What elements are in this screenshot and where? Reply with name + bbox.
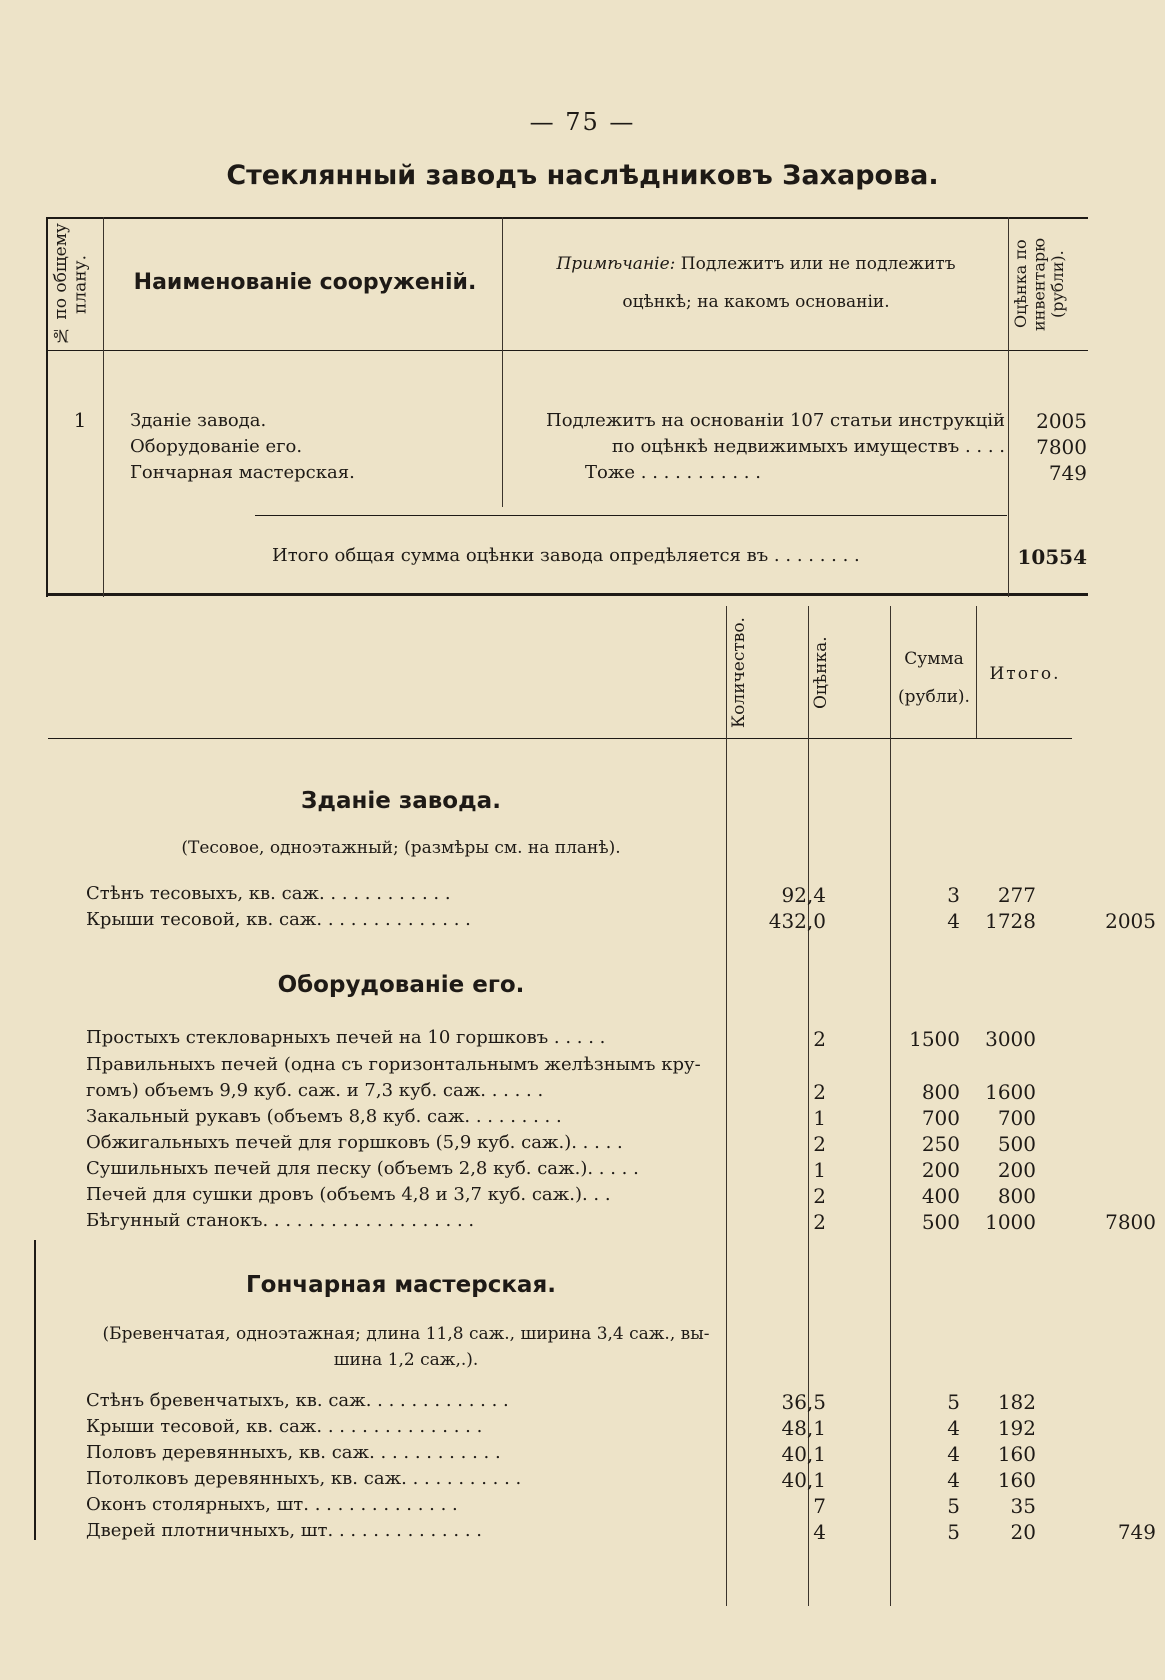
item-sum: 1600 [985,1080,1036,1104]
header-sum-line1: Сумма [904,649,964,669]
section-note: шина 1,2 саж,.). [333,1350,479,1370]
item-valuation: 4 [947,1468,960,1492]
item-quantity: 40,1 [781,1468,826,1492]
rule [46,217,48,597]
item-name: Правильныхъ печей (одна съ горизонтальнымъ желѣзнымъ кру- [86,1054,701,1075]
item-sum: 160 [997,1442,1036,1466]
structure-names [130,408,355,486]
item-name: Оконъ столярныхъ, шт. . . . . . . . . . . . . . [86,1494,458,1515]
item-sum: 35 [1010,1494,1036,1518]
table-row [86,1027,1076,1053]
header-quantity: Количество. [729,617,749,729]
item-quantity: 2 [813,1210,826,1234]
item-sum: 1728 [985,909,1036,933]
item-valuation: 4 [947,1442,960,1466]
item-quantity: 40,1 [781,1442,826,1466]
item-valuation: 250 [921,1132,960,1156]
item-valuation: 5 [947,1520,960,1544]
item-name: Обжигальныхъ печей для горшковъ (5,9 куб. саж.). . . . . [86,1132,623,1153]
header-inventory-value: Оцѣнка по инвентарю (рубли). [1011,237,1067,331]
rule [48,593,1088,596]
table-row [86,1390,1076,1416]
item-sum: 277 [997,883,1036,907]
table-row [86,909,1156,935]
item-sum: 700 [997,1106,1036,1130]
structure-notes [510,408,1005,486]
grand-total-label: Итого общая сумма оцѣнки завода опредѣляется въ . . . . . . . . [272,545,860,566]
rule [502,217,503,507]
item-valuation: 4 [947,909,960,933]
item-quantity: 4 [813,1520,826,1544]
note-line: Подлежитъ на основаніи 107 статьи инструкцій [546,410,1005,431]
item-name: Крыши тесовой, кв. саж. . . . . . . . . . . . . . . [86,1416,483,1437]
rule [255,515,1007,516]
item-sum: 500 [997,1132,1036,1156]
item-quantity: 7 [813,1494,826,1518]
header-note-prefix: Примѣчаніе: [556,254,676,274]
rule [48,350,1088,351]
table-row [86,1494,1076,1520]
item-quantity: 92,4 [781,883,826,907]
rule [48,217,1088,219]
item-total: 7800 [1105,1210,1156,1234]
page-title: Стеклянный заводъ наслѣдниковъ Захарова. [226,160,939,191]
note-line: по оцѣнкѣ недвижимыхъ имуществъ . . . . [611,436,1005,457]
table-row [86,1468,1076,1494]
item-valuation: 3 [947,883,960,907]
header-sum [892,640,976,716]
grand-total-value: 10554 [1017,545,1087,569]
row-number: 1 [73,408,87,432]
table-row [86,1520,1156,1546]
table-row [86,1106,1076,1132]
header-plan-number: № по общему плану. [51,223,91,345]
inventory-values [1012,408,1087,486]
table-row [86,1416,1076,1442]
rule [976,606,977,738]
item-name: Крыши тесовой, кв. саж. . . . . . . . . . . . . . [86,909,471,930]
table-row [86,1054,1076,1080]
item-sum: 160 [997,1468,1036,1492]
item-quantity: 2 [813,1080,826,1104]
item-name: Простыхъ стекловарныхъ печей на 10 горшковъ . . . . . [86,1027,606,1048]
table-row [86,1210,1156,1236]
item-name: Печей для сушки дровъ (объемъ 4,8 и 3,7 куб. саж.). . . [86,1184,611,1205]
table-row [86,1184,1076,1210]
rule [103,217,104,597]
table-row [86,1442,1076,1468]
item-valuation: 800 [921,1080,960,1104]
item-name: Стѣнъ тесовыхъ, кв. саж. . . . . . . . . . . . [86,883,451,904]
item-valuation: 4 [947,1416,960,1440]
item-sum: 20 [1010,1520,1036,1544]
rule [1008,217,1009,597]
inventory-value: 7800 [1036,435,1087,459]
section-title: Гончарная мастерская. [246,1272,556,1298]
header-valuation: Оцѣнка. [811,636,831,710]
table-row [86,1158,1076,1184]
item-sum: 3000 [985,1027,1036,1051]
item-sum: 800 [997,1184,1036,1208]
item-sum: 192 [997,1416,1036,1440]
item-sum: 200 [997,1158,1036,1182]
structure-name: Гончарная мастерская. [130,462,355,483]
table-row [86,883,1076,909]
item-valuation: 5 [947,1494,960,1518]
item-valuation: 5 [947,1390,960,1414]
table-row [86,1132,1076,1158]
header-sum-line2: (рубли). [898,687,970,707]
item-valuation: 200 [921,1158,960,1182]
header-note-rest: Подлежитъ или не подлежитъ [680,254,956,274]
item-name: гомъ) объемъ 9,9 куб. саж. и 7,3 куб. саж. . . . . . [86,1080,544,1101]
item-total: 749 [1117,1520,1156,1544]
note-line: Тоже . . . . . . . . . . . [585,462,761,483]
header-note [506,254,1006,274]
section-title: Оборудованіе его. [277,972,525,998]
structure-name: Зданіе завода. [130,410,267,431]
item-sum: 1000 [985,1210,1036,1234]
item-total: 2005 [1105,909,1156,933]
item-quantity: 48,1 [781,1416,826,1440]
table-row [86,1080,1076,1106]
item-quantity: 2 [813,1132,826,1156]
item-quantity: 432,0 [768,909,826,933]
section-note: (Бревенчатая, одноэтажная; длина 11,8 саж., ширина 3,4 саж., вы- [102,1324,710,1344]
rule [34,1240,36,1540]
item-quantity: 1 [813,1106,826,1130]
inventory-value: 749 [1048,461,1087,485]
structure-name: Оборудованіе его. [130,436,303,457]
item-name: Стѣнъ бревенчатыхъ, кв. саж. . . . . . . . . . . . . [86,1390,509,1411]
inventory-value: 2005 [1036,409,1087,433]
item-name: Потолковъ деревянныхъ, кв. саж. . . . . . . . . . . [86,1468,522,1489]
item-name: Закальный рукавъ (объемъ 8,8 куб. саж. . . . . . . . . [86,1106,562,1127]
header-total: Итого. [989,664,1061,684]
item-valuation: 700 [921,1106,960,1130]
item-valuation: 1500 [909,1027,960,1051]
item-valuation: 500 [921,1210,960,1234]
rule [48,738,1072,739]
item-name: Бѣгунный станокъ. . . . . . . . . . . . . . . . . . . [86,1210,475,1231]
item-quantity: 2 [813,1184,826,1208]
section-note: (Тесовое, одноэтажный; (размѣры см. на планѣ). [181,838,621,858]
item-name: Половъ деревянныхъ, кв. саж. . . . . . . . . . . . [86,1442,501,1463]
item-quantity: 36,5 [781,1390,826,1414]
header-structure-name: Наименованіе сооруженій. [133,270,477,295]
item-valuation: 400 [921,1184,960,1208]
item-sum: 182 [997,1390,1036,1414]
page-number: — 75 — [529,108,636,136]
item-quantity: 1 [813,1158,826,1182]
section-title: Зданіе завода. [301,788,501,814]
item-name: Дверей плотничныхъ, шт. . . . . . . . . . . . . . [86,1520,482,1541]
header-note-line2: оцѣнкѣ; на какомъ основаніи. [622,292,890,312]
item-name: Сушильныхъ печей для песку (объемъ 2,8 куб. саж.). . . . . [86,1158,639,1179]
item-quantity: 2 [813,1027,826,1051]
